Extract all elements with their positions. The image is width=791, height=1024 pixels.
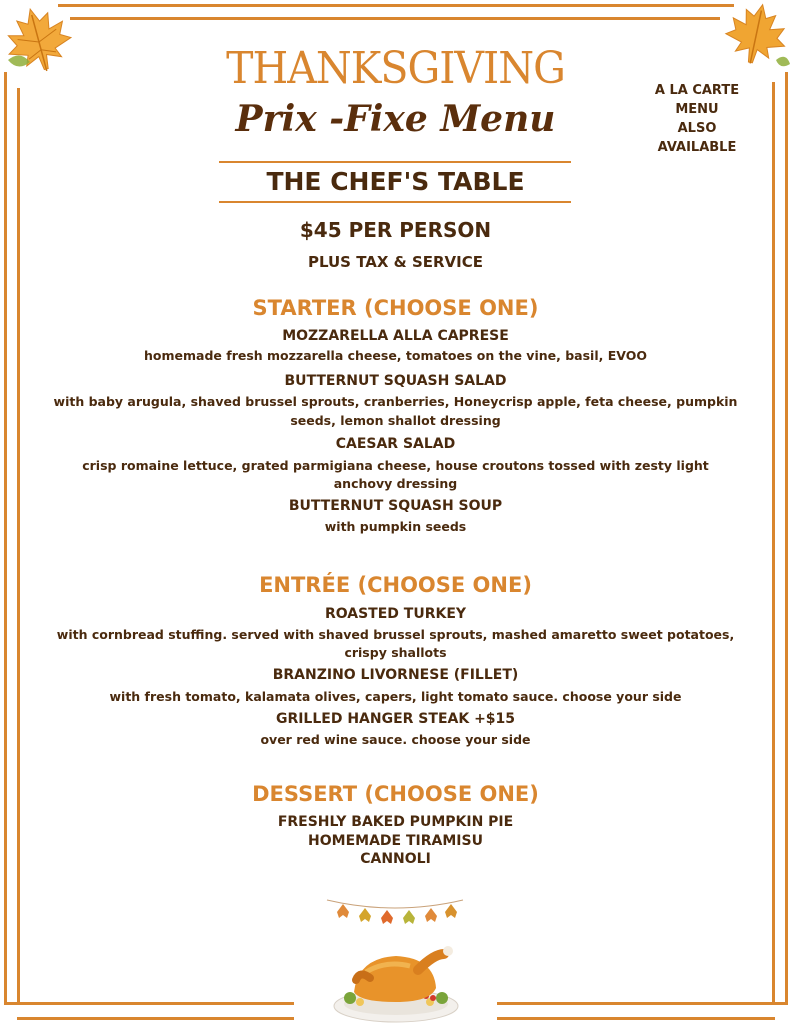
menu-item-description: anchovy dressing [333, 476, 458, 491]
section-heading-dessert: DESSERT (CHOOSE ONE) [252, 782, 539, 806]
menu-item-description: over red wine sauce. choose your side [260, 732, 531, 747]
menu-item-name: FRESHLY BAKED PUMPKIN PIE [277, 814, 514, 830]
menu-item-name: ROASTED TURKEY [324, 606, 467, 622]
frame-bottom-left-2 [17, 1017, 294, 1020]
menu-item-name: BRANZINO LIVORNESE (FILLET) [272, 667, 519, 683]
restaurant-name: THE CHEF'S TABLE [266, 167, 525, 196]
menu-item-name: MOZZARELLA ALLA CAPRESE [282, 328, 509, 344]
menu-item-description: crispy shallots [344, 645, 447, 660]
side-note-line: A LA CARTE [654, 83, 740, 98]
frame-top-line-2 [70, 17, 720, 20]
side-note-line: AVAILABLE [657, 140, 737, 155]
roast-turkey-icon [330, 940, 462, 1024]
menu-item-name: BUTTERNUT SQUASH SOUP [288, 498, 503, 514]
menu-item-description: with cornbread stuffing. served with shaved brussel sprouts, mashed amaretto sweet potatoes, [56, 627, 735, 642]
side-note-line: ALSO [677, 121, 717, 136]
frame-top-line-1 [58, 4, 734, 7]
menu-item-name: CANNOLI [360, 851, 431, 867]
section-heading-starter: STARTER (CHOOSE ONE) [252, 296, 539, 320]
menu-item-name: CAESAR SALAD [335, 436, 456, 452]
menu-item-description: crisp romaine lettuce, grated parmigiana cheese, house croutons tossed with zesty light [82, 458, 709, 473]
frame-bottom-left-1 [4, 1002, 294, 1005]
divider-top [219, 161, 571, 163]
price: $45 PER PERSON [299, 218, 492, 242]
menu-item-name: GRILLED HANGER STEAK +$15 [275, 711, 516, 727]
menu-item-name: BUTTERNUT SQUASH SALAD [284, 373, 507, 389]
menu-item-description: with pumpkin seeds [324, 519, 467, 534]
menu-item-name: HOMEMADE TIRAMISU [308, 833, 483, 849]
menu-item-description: with baby arugula, shaved brussel sprouts, cranberries, Honeycrisp apple, feta cheese, pumpkin [53, 394, 738, 409]
frame-bottom-right-2 [497, 1017, 775, 1020]
a-la-carte-note [642, 81, 752, 157]
divider-bottom [219, 201, 571, 203]
price-note: PLUS TAX & SERVICE [307, 253, 484, 271]
menu-title: THANKSGIVING [226, 42, 565, 94]
section-heading-entree: ENTRÉE (CHOOSE ONE) [259, 573, 532, 597]
frame-bottom-right-1 [497, 1002, 788, 1005]
menu-item-description: with fresh tomato, kalamata olives, capers, light tomato sauce. choose your side [109, 689, 682, 704]
leaf-garland-icon [325, 894, 465, 934]
menu-item-description: homemade fresh mozzarella cheese, tomatoes on the vine, basil, EVOO [144, 348, 647, 363]
menu-subtitle: Prix -Fixe Menu [235, 98, 556, 140]
side-note-line: MENU [675, 102, 719, 117]
menu-item-description: seeds, lemon shallot dressing [290, 413, 501, 428]
